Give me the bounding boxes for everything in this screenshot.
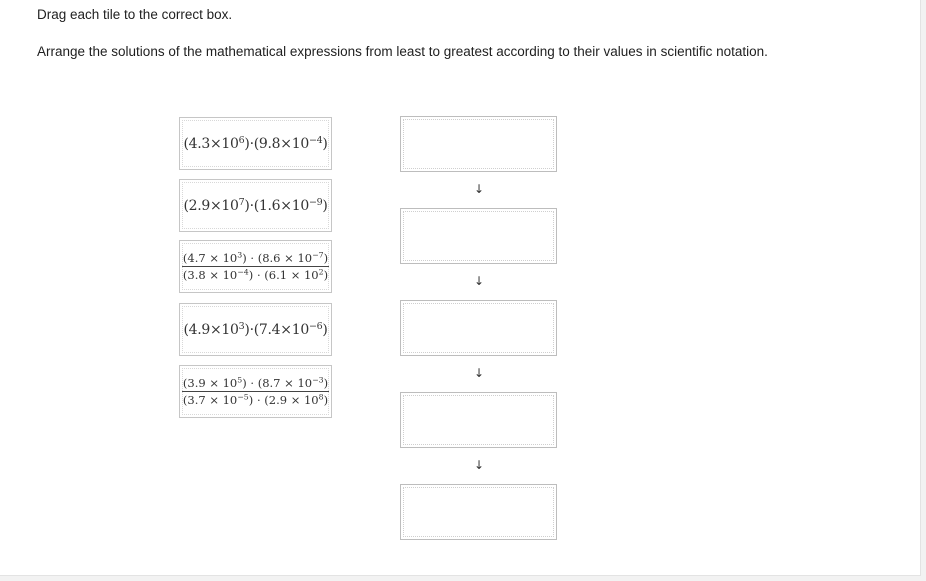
fraction-expression: [182, 251, 329, 282]
fraction-numerator: $(4.7 \times 10^3) \cdot (8.6 \times 10^{-7})$: [182, 250, 329, 265]
drop-box-5[interactable]: [400, 484, 557, 540]
fraction-expression: [182, 376, 329, 407]
drop-box-1[interactable]: [400, 116, 557, 172]
drop-box-3[interactable]: [400, 300, 557, 356]
arrange-instruction: Arrange the solutions of the mathematical expressions from least to greatest according to their values in scientific notation.: [37, 44, 768, 59]
fraction-denominator: $(3.8 \times 10^{-4}) \cdot (6.1 \times 10^2)$: [182, 267, 329, 282]
tile-expression-1[interactable]: [179, 117, 332, 170]
fraction-denominator: $(3.7 \times 10^{-5}) \cdot (2.9 \times 10^8)$: [182, 392, 329, 407]
down-arrow-icon: ↓: [473, 182, 485, 196]
expression-text: $(2.9\times 10^7)\cdot(1.6\times 10^{-9})$: [183, 196, 328, 214]
tile-expression-5[interactable]: [179, 365, 332, 418]
tile-expression-2[interactable]: [179, 179, 332, 232]
drop-box-2[interactable]: [400, 208, 557, 264]
down-arrow-icon: ↓: [473, 366, 485, 380]
drop-box-4[interactable]: [400, 392, 557, 448]
expression-text: $(4.9\times 10^3)\cdot(7.4\times 10^{-6})$: [183, 320, 328, 338]
fraction-numerator: $(3.9 \times 10^5) \cdot (8.7 \times 10^{-3})$: [182, 375, 329, 390]
down-arrow-icon: ↓: [473, 458, 485, 472]
tile-expression-3[interactable]: [179, 240, 332, 293]
down-arrow-icon: ↓: [473, 274, 485, 288]
expression-text: $(4.3\times 10^6)\cdot(9.8\times 10^{-4})$: [183, 134, 328, 152]
drag-instruction: Drag each tile to the correct box.: [37, 7, 233, 22]
tile-expression-4[interactable]: [179, 303, 332, 356]
